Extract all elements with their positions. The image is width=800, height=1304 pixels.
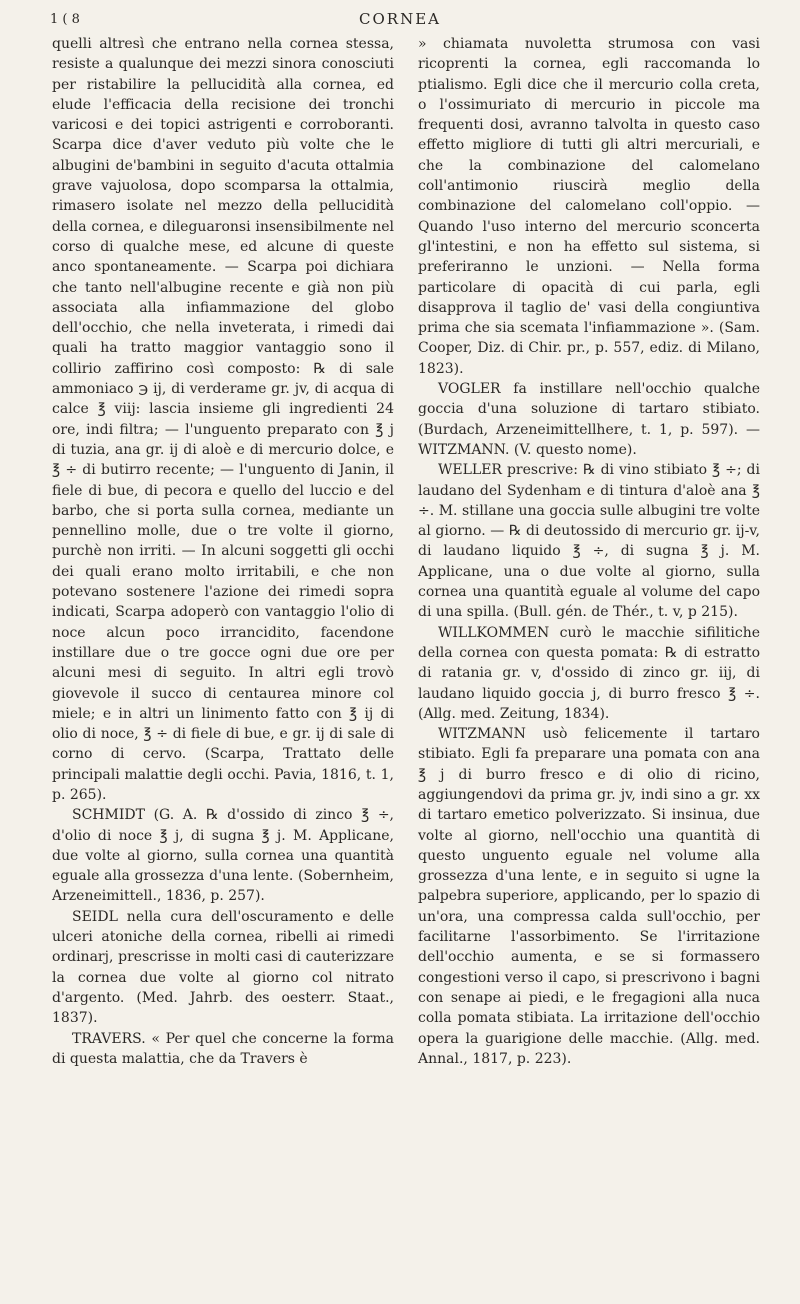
right-column: [418, 34, 760, 1069]
paragraph: » chiamata nuvoletta strumosa con vasi ricoprenti la cornea, egli raccomanda lo ptialismo. Egli dice che il mercurio colla creta, o l'ossimuriato di mercurio in piccole ma frequenti dosi, avranno talvolta in questo caso effetto migliore di tutti gli altri mercuriali, e che la combinazione del calomelano coll'antimonio riuscirà meglio della combinazione del calomelano coll'oppio. — Quando l'uso interno del mercurio sconcerta gl'intestini, e non ha effetto sul sistema, si preferiranno le unzioni. — Nella forma particolare di opacità di cui parla, egli disapprova il taglio de' vasi della congiuntiva prima che sia scemata l'infiammazione ». (Sam. Cooper, Diz. di Chir. pr., p. 557, ediz. di Milano, 1823).: [418, 36, 760, 377]
paragraph: WILLKOMMEN curò le macchie sifilitiche della cornea con questa pomata: ℞ di estratto di ratania gr. v, d'ossido di zinco gr. iij, di laudano liquido goccia j, di burro fresco ℥ ÷. (Allg. med. Zeitung, 1834).: [418, 624, 760, 722]
left-column: [52, 34, 394, 1069]
paragraph: VOGLER fa instillare nell'occhio qualche goccia d'una soluzione di tartaro stibiato. (Burdach, Arzeneimittellhere, t. 1, p. 597). — WITZMANN. (V. questo nome).: [418, 381, 760, 458]
running-title: CORNEA: [359, 10, 441, 28]
paragraph: WITZMANN usò felicemente il tartaro stibiato. Egli fa preparare una pomata con ana ℥ j di burro fresco e di olio di ricino, aggiungendovi da prima gr. jv, indi sino a gr. xx di tartaro emetico polverizzato. Si insinua, due volte al giorno, nell'occhio una quantità di questo unguento eguale nel volume alla grossezza d'una lente, e in seguito si ugne la palpebra superiore, applicando, per lo spazio di un'ora, una compressa calda sull'occhio, per facilitarne l'assorbimento. Se l'irritazione dell'occhio aumenta, e se si formassero congestioni verso il capo, si prescrivono i bagni con senape ai piedi, e le fregagioni alla nuca colla pomata stibiata. La irritazione dell'occhio opera la guarigione delle macchie. (Allg. med. Annal., 1817, p. 223).: [418, 726, 760, 1067]
paragraph: SCHMIDT (G. A. ℞ d'ossido di zinco ℥ ÷, d'olio di noce ℥ j, di sugna ℥ j. M. Applicane, due volte al giorno, sulla cornea una quantità eguale alla grossezza d'una lente. (Sobernheim, Arzeneimittell., 1836, p. 257).: [52, 807, 394, 905]
page-number: 1 ( 8: [50, 12, 80, 27]
page-header: [40, 10, 760, 32]
paragraph: quelli altresì che entrano nella cornea stessa, resiste a qualunque dei mezzi sinora conosciuti per ristabilire la pellucidità alla cornea, ed elude l'efficacia della recisione dei tronchi varicosi e dei topici astrigenti e corroboranti. Scarpa dice d'aver veduto più volte che le albugini de'bambini in seguito d'acuta ottalmia grave vajuolosa, dopo scomparsa la ottalmia, rimasero isolate nel mezzo della pellucidità della cornea, e dileguaronsi insensibilmente nel corso di qualche mese, ed alcune di queste anco spontaneamente. — Scarpa poi dichiara che tanto nell'albugine recente e già non più associata alla infiammazione del globo dell'occhio, che nella inveterata, i rimedi dai quali ha tratto maggior vantaggio sono il collirio zaffirino così composto: ℞ di sale ammoniaco ℈ ij, di verderame gr. jv, di acqua di calce ℥ viij: lascia insieme gli ingredienti 24 ore, indi filtra; — l'unguento preparato con ℥ j di tuzia, ana gr. ij di aloè e di mercurio dolce, e ℥ ÷ di butirro recente; — l'unguento di Janin, il fiele di bue, di pecora e quello del luccio e del barbo, che si porta sulla cornea, mediante un pennellino molle, due o tre volte il giorno, purchè non irriti. — In alcuni soggetti gli occhi dei quali erano molto irritabili, e che non potevano sostenere l'azione dei rimedi sopra indicati, Scarpa adoperò con vantaggio l'olio di noce alcun poco irrancidito, facendone instillare due o tre gocce ogni due ore per alcuni mesi di seguito. In altri egli trovò giovevole il succo di centaurea minore col miele; e in altri un linimento fatto con ℥ ij di olio di noce, ℥ ÷ di fiele di bue, e gr. ij di sale di corno di cervo. (Scarpa, Trattato delle principali malattie degli occhi. Pavia, 1816, t. 1, p. 265).: [52, 36, 394, 803]
paragraph: WELLER prescrive: ℞ di vino stibiato ℥ ÷; di laudano del Sydenham e di tintura d'aloè ana ℥ ÷. M. stillane una goccia sulle albugini tre volte al giorno. — ℞ di deutossido di mercurio gr. ij-v, di laudano liquido ℥ ÷, di sugna ℥ j. M. Applicane, una o due volte al giorno, sulla cornea una quantità eguale al volume del capo di una spilla. (Bull. gén. de Thér., t. v, p 215).: [418, 462, 760, 621]
paragraph: TRAVERS. « Per quel che concerne la forma di questa malattia, che da Travers è: [52, 1030, 394, 1067]
paragraph: SEIDL nella cura dell'oscuramento e delle ulceri atoniche della cornea, ribelli ai rimedi ordinarj, prescrisse in molti casi di cauterizzare la cornea due volte al giorno col nitrato d'argento. (Med. Jahrb. des oesterr. Staat., 1837).: [52, 908, 394, 1027]
